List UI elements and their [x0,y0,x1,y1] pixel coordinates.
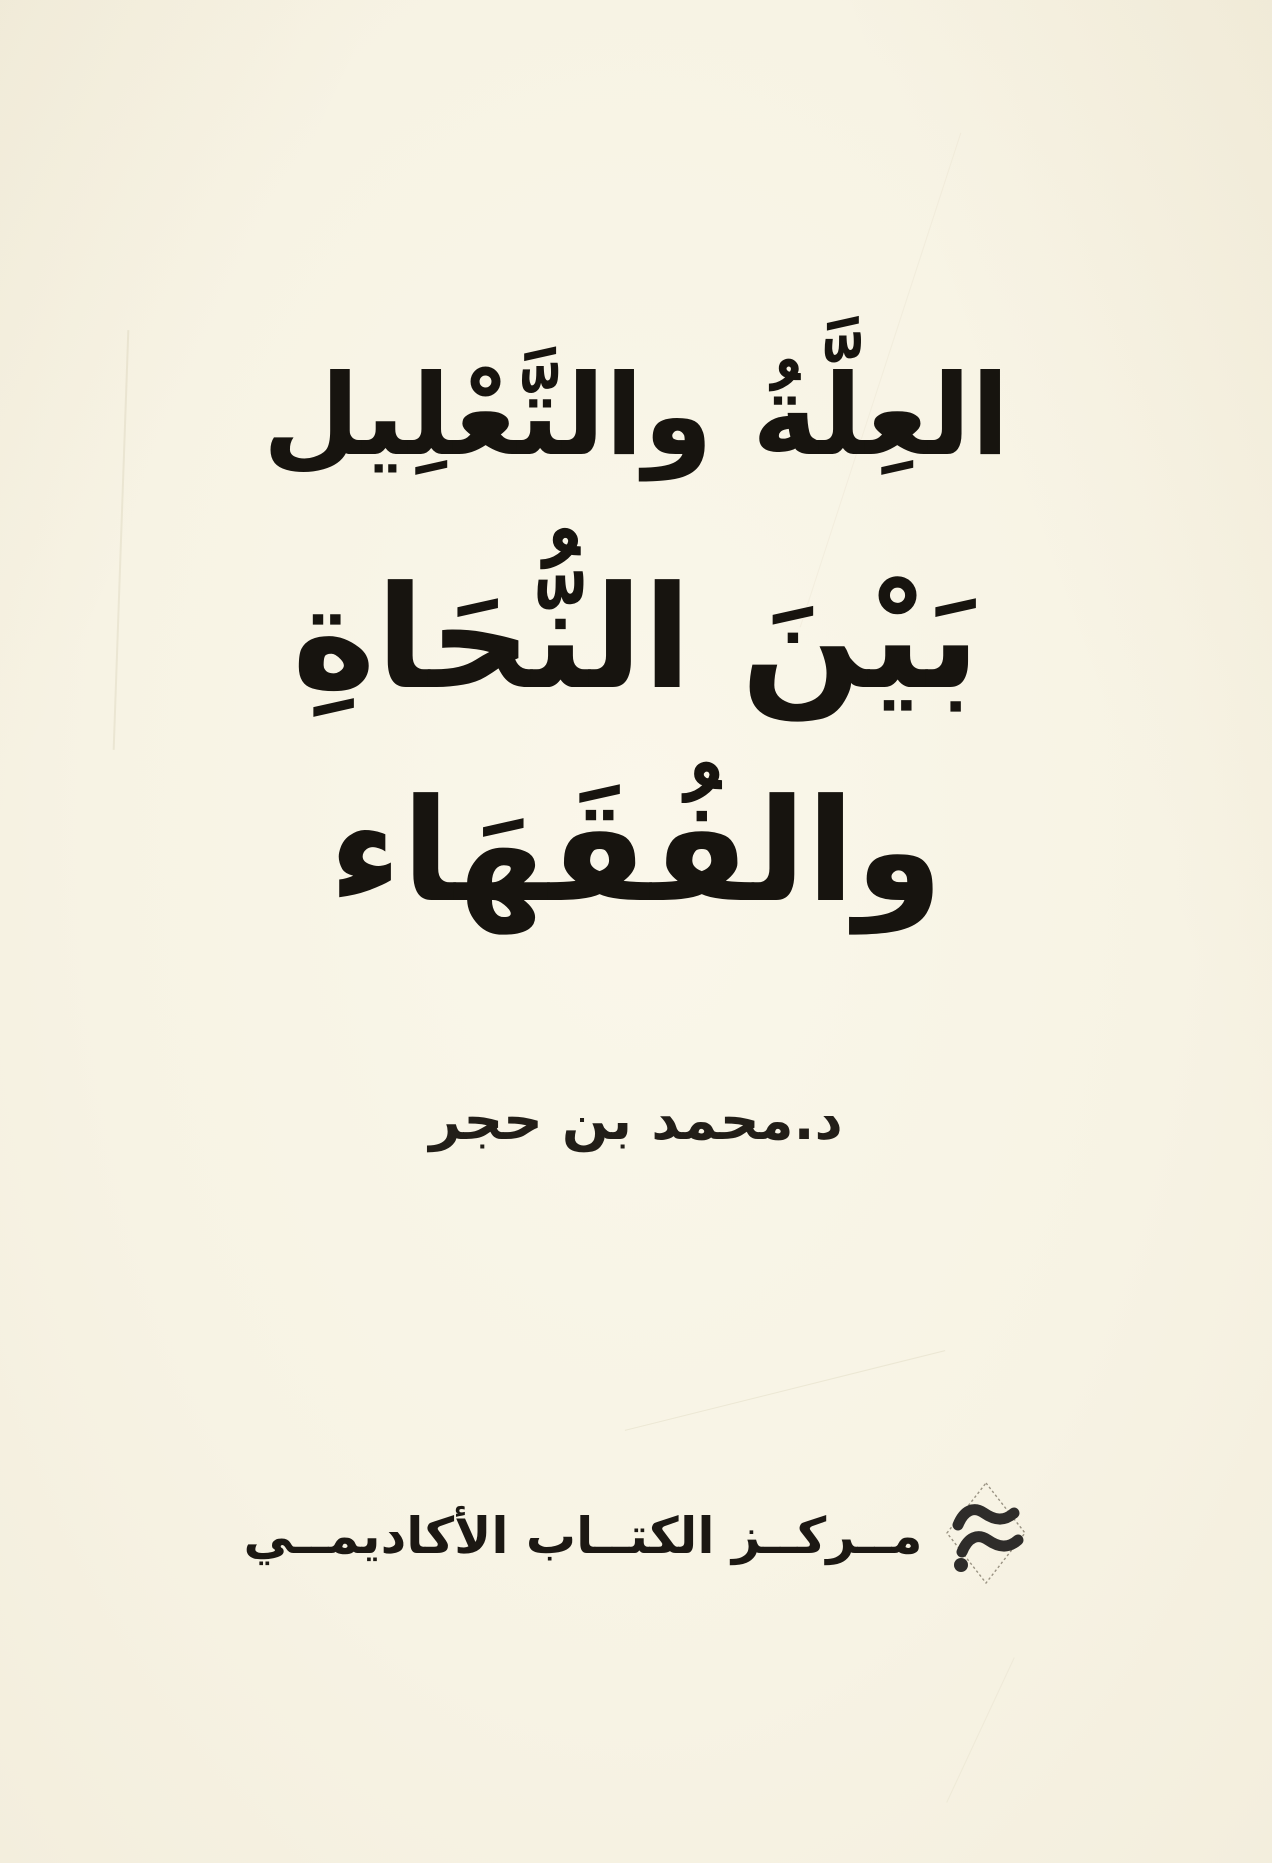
publisher-diamond-wave-logo-icon [944,1480,1028,1586]
publisher-name: مــركــز الكتــاب الأكاديمــي [243,1507,923,1565]
book-title-line1: العِلَّةُ والتَّعْلِيل [262,351,1010,481]
author-name: د.محمد بن حجر [429,1088,843,1152]
book-title-line2: بَيْنَ النُّحَاةِ والفُقَهَاء [292,555,980,934]
paper-crease [946,1657,1015,1802]
paper-crease [625,1350,945,1431]
publisher-block [0,1468,1272,1598]
book-title [0,330,1272,958]
